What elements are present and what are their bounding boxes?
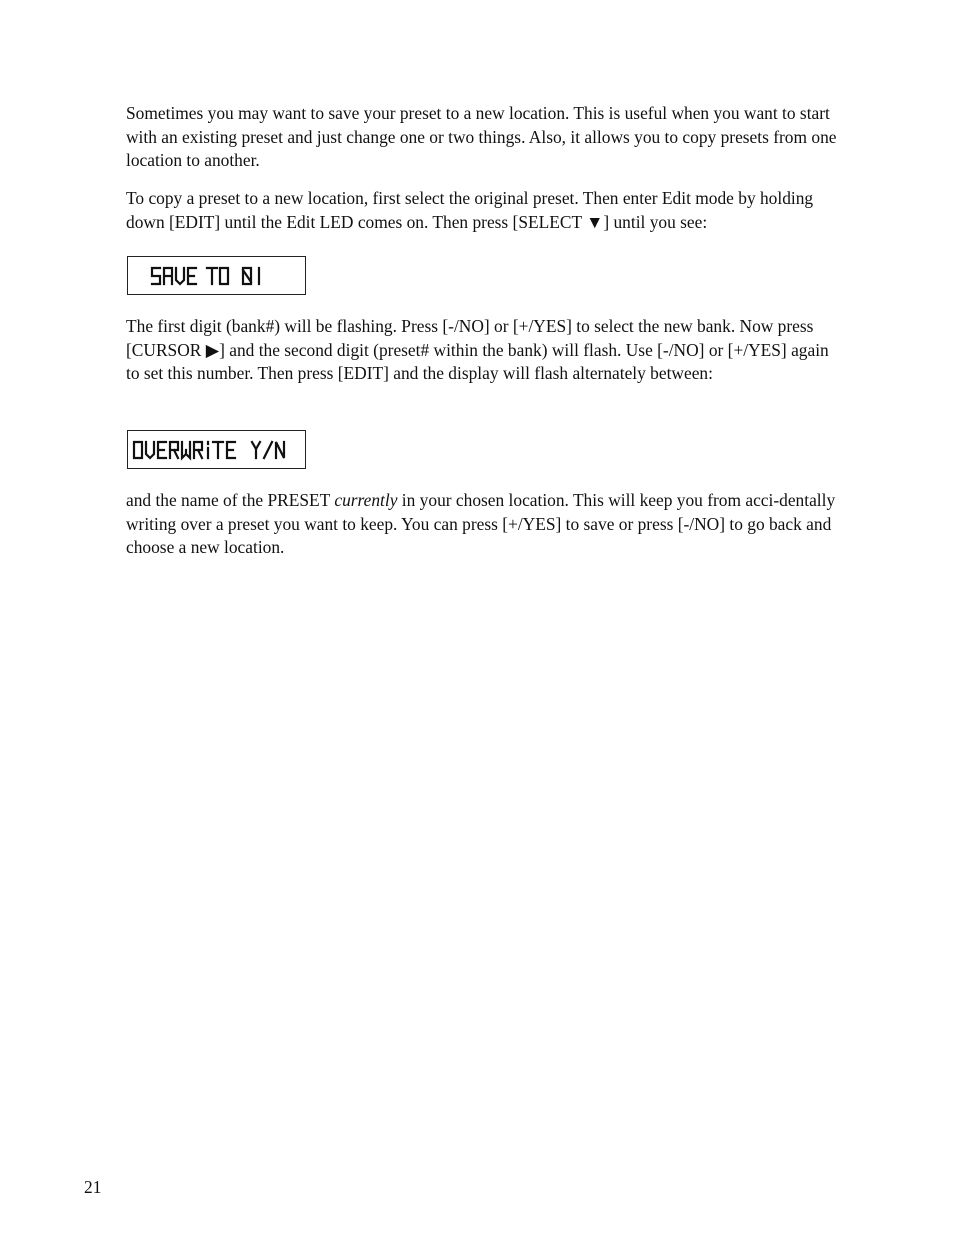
lcd-overwrite-glyphs xyxy=(128,431,307,470)
lcd-display-overwrite xyxy=(127,430,306,469)
lcd-save-glyphs xyxy=(128,257,307,296)
overwrite-warning-text-end: in your chosen location. This will keep you from acci-dentally writing over a preset you want to keep. You can press [+/YES] to save or press [-/NO] to go back and choose a new location. xyxy=(126,490,836,558)
page-number: 21 xyxy=(84,1177,102,1197)
overwrite-warning-text-start: and the name of the PRESET xyxy=(126,490,335,510)
lcd-display-save-to xyxy=(127,256,306,295)
bank-select-paragraph: The first digit (bank#) will be flashing. Press [-/NO] or [+/YES] to select the new bank. Now press [CURSOR ▶] and the second digit (preset# within the bank) will flash. Use [-/NO] or [+/YES] again to set this number. Then press [EDIT] and the display will flash alternately between: xyxy=(126,316,829,384)
intro-paragraph: Sometimes you may want to save your preset to a new location. This is useful when you want to start with an existing preset and just change one or two things. Also, it allows you to copy presets from one location to another. xyxy=(126,103,837,171)
currently-emphasis: currently xyxy=(334,490,398,510)
overwrite-warning-paragraph xyxy=(126,489,842,560)
copy-instructions-paragraph: To copy a preset to a new location, first select the original preset. Then enter Edit mode by holding down [EDIT] until the Edit LED comes on. Then press [SELECT ▼] until you see: xyxy=(126,188,814,232)
